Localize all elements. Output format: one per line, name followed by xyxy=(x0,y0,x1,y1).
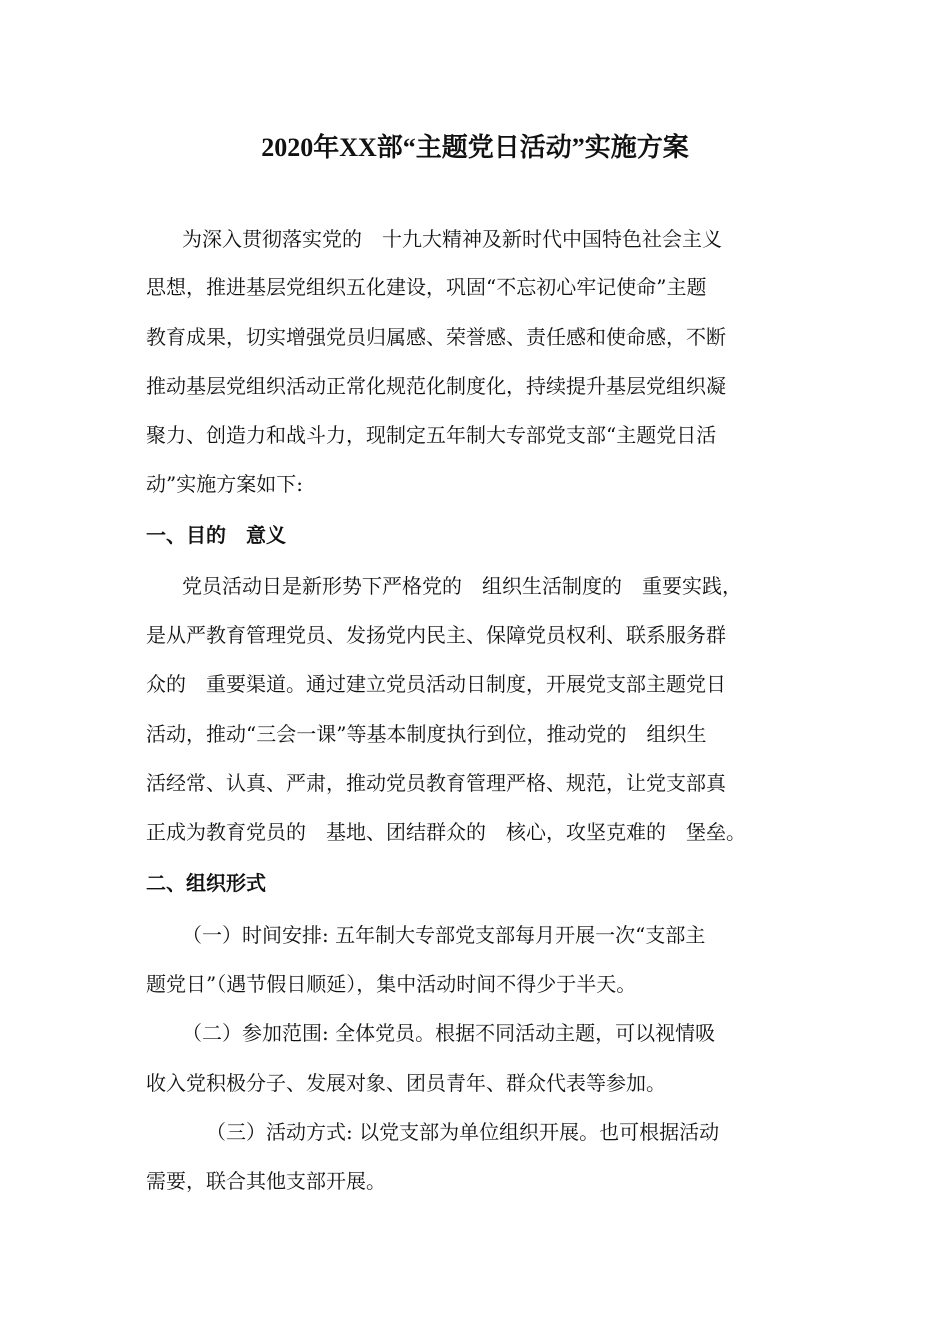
section-heading-organization: 二、组织形式 xyxy=(146,871,266,895)
item-2-line-1: （二）参加范围: 全体党员。根据不同活动主题，可以视情吸 xyxy=(182,1021,716,1045)
section-heading-purpose: 一、目的 意义 xyxy=(146,523,286,547)
paragraph-1-line-2: 思想，推进基层党组织五化建设，巩固“不忘初心牢记使命”主题 xyxy=(146,275,707,299)
paragraph-1-line-1: 为深入贯彻落实党的 十九大精神及新时代中国特色社会主义 xyxy=(182,227,722,251)
paragraph-2-line-5: 活经常、认真、严肃，推动党员教育管理严格、规范，让党支部真 xyxy=(146,771,726,795)
paragraph-2-line-1: 党员活动日是新形势下严格党的 组织生活制度的 重要实践， xyxy=(182,574,742,598)
paragraph-2-line-2: 是从严教育管理党员、发扬党内民主、保障党员权利、联系服务群 xyxy=(146,623,726,647)
paragraph-2-line-6: 正成为教育党员的 基地、团结群众的 核心，攻坚克难的 堡垒。 xyxy=(146,820,746,844)
item-3-line-1: （三）活动方式: 以党支部为单位组织开展。也可根据活动 xyxy=(206,1120,720,1144)
paragraph-1-line-4: 推动基层党组织活动正常化规范化制度化，持续提升基层党组织凝 xyxy=(146,374,726,398)
item-1-line-2: 题党日”（遇节假日顺延），集中活动时间不得少于半天。 xyxy=(146,972,637,996)
paragraph-2-line-4: 活动，推动“三会一课”等基本制度执行到位，推动党的 组织生 xyxy=(146,722,707,746)
paragraph-1-line-3: 教育成果，切实增强党员归属感、荣誉感、责任感和使命感，不断 xyxy=(146,325,726,349)
item-2-line-2: 收入党积极分子、发展对象、团员青年、群众代表等参加。 xyxy=(146,1071,666,1095)
document-title: 2020年XX部“主题党日活动”实施方案 xyxy=(261,133,689,162)
paragraph-1-line-6: 动”实施方案如下: xyxy=(146,472,303,496)
paragraph-1-line-5: 聚力、创造力和战斗力，现制定五年制大专部党支部“主题党日活 xyxy=(146,423,717,447)
paragraph-2-line-3: 众的 重要渠道。通过建立党员活动日制度，开展党支部主题党日 xyxy=(146,672,726,696)
item-3-line-2: 需要，联合其他支部开展。 xyxy=(146,1169,386,1193)
item-1-line-1: （一）时间安排: 五年制大专部党支部每月开展一次“支部主 xyxy=(182,923,706,947)
